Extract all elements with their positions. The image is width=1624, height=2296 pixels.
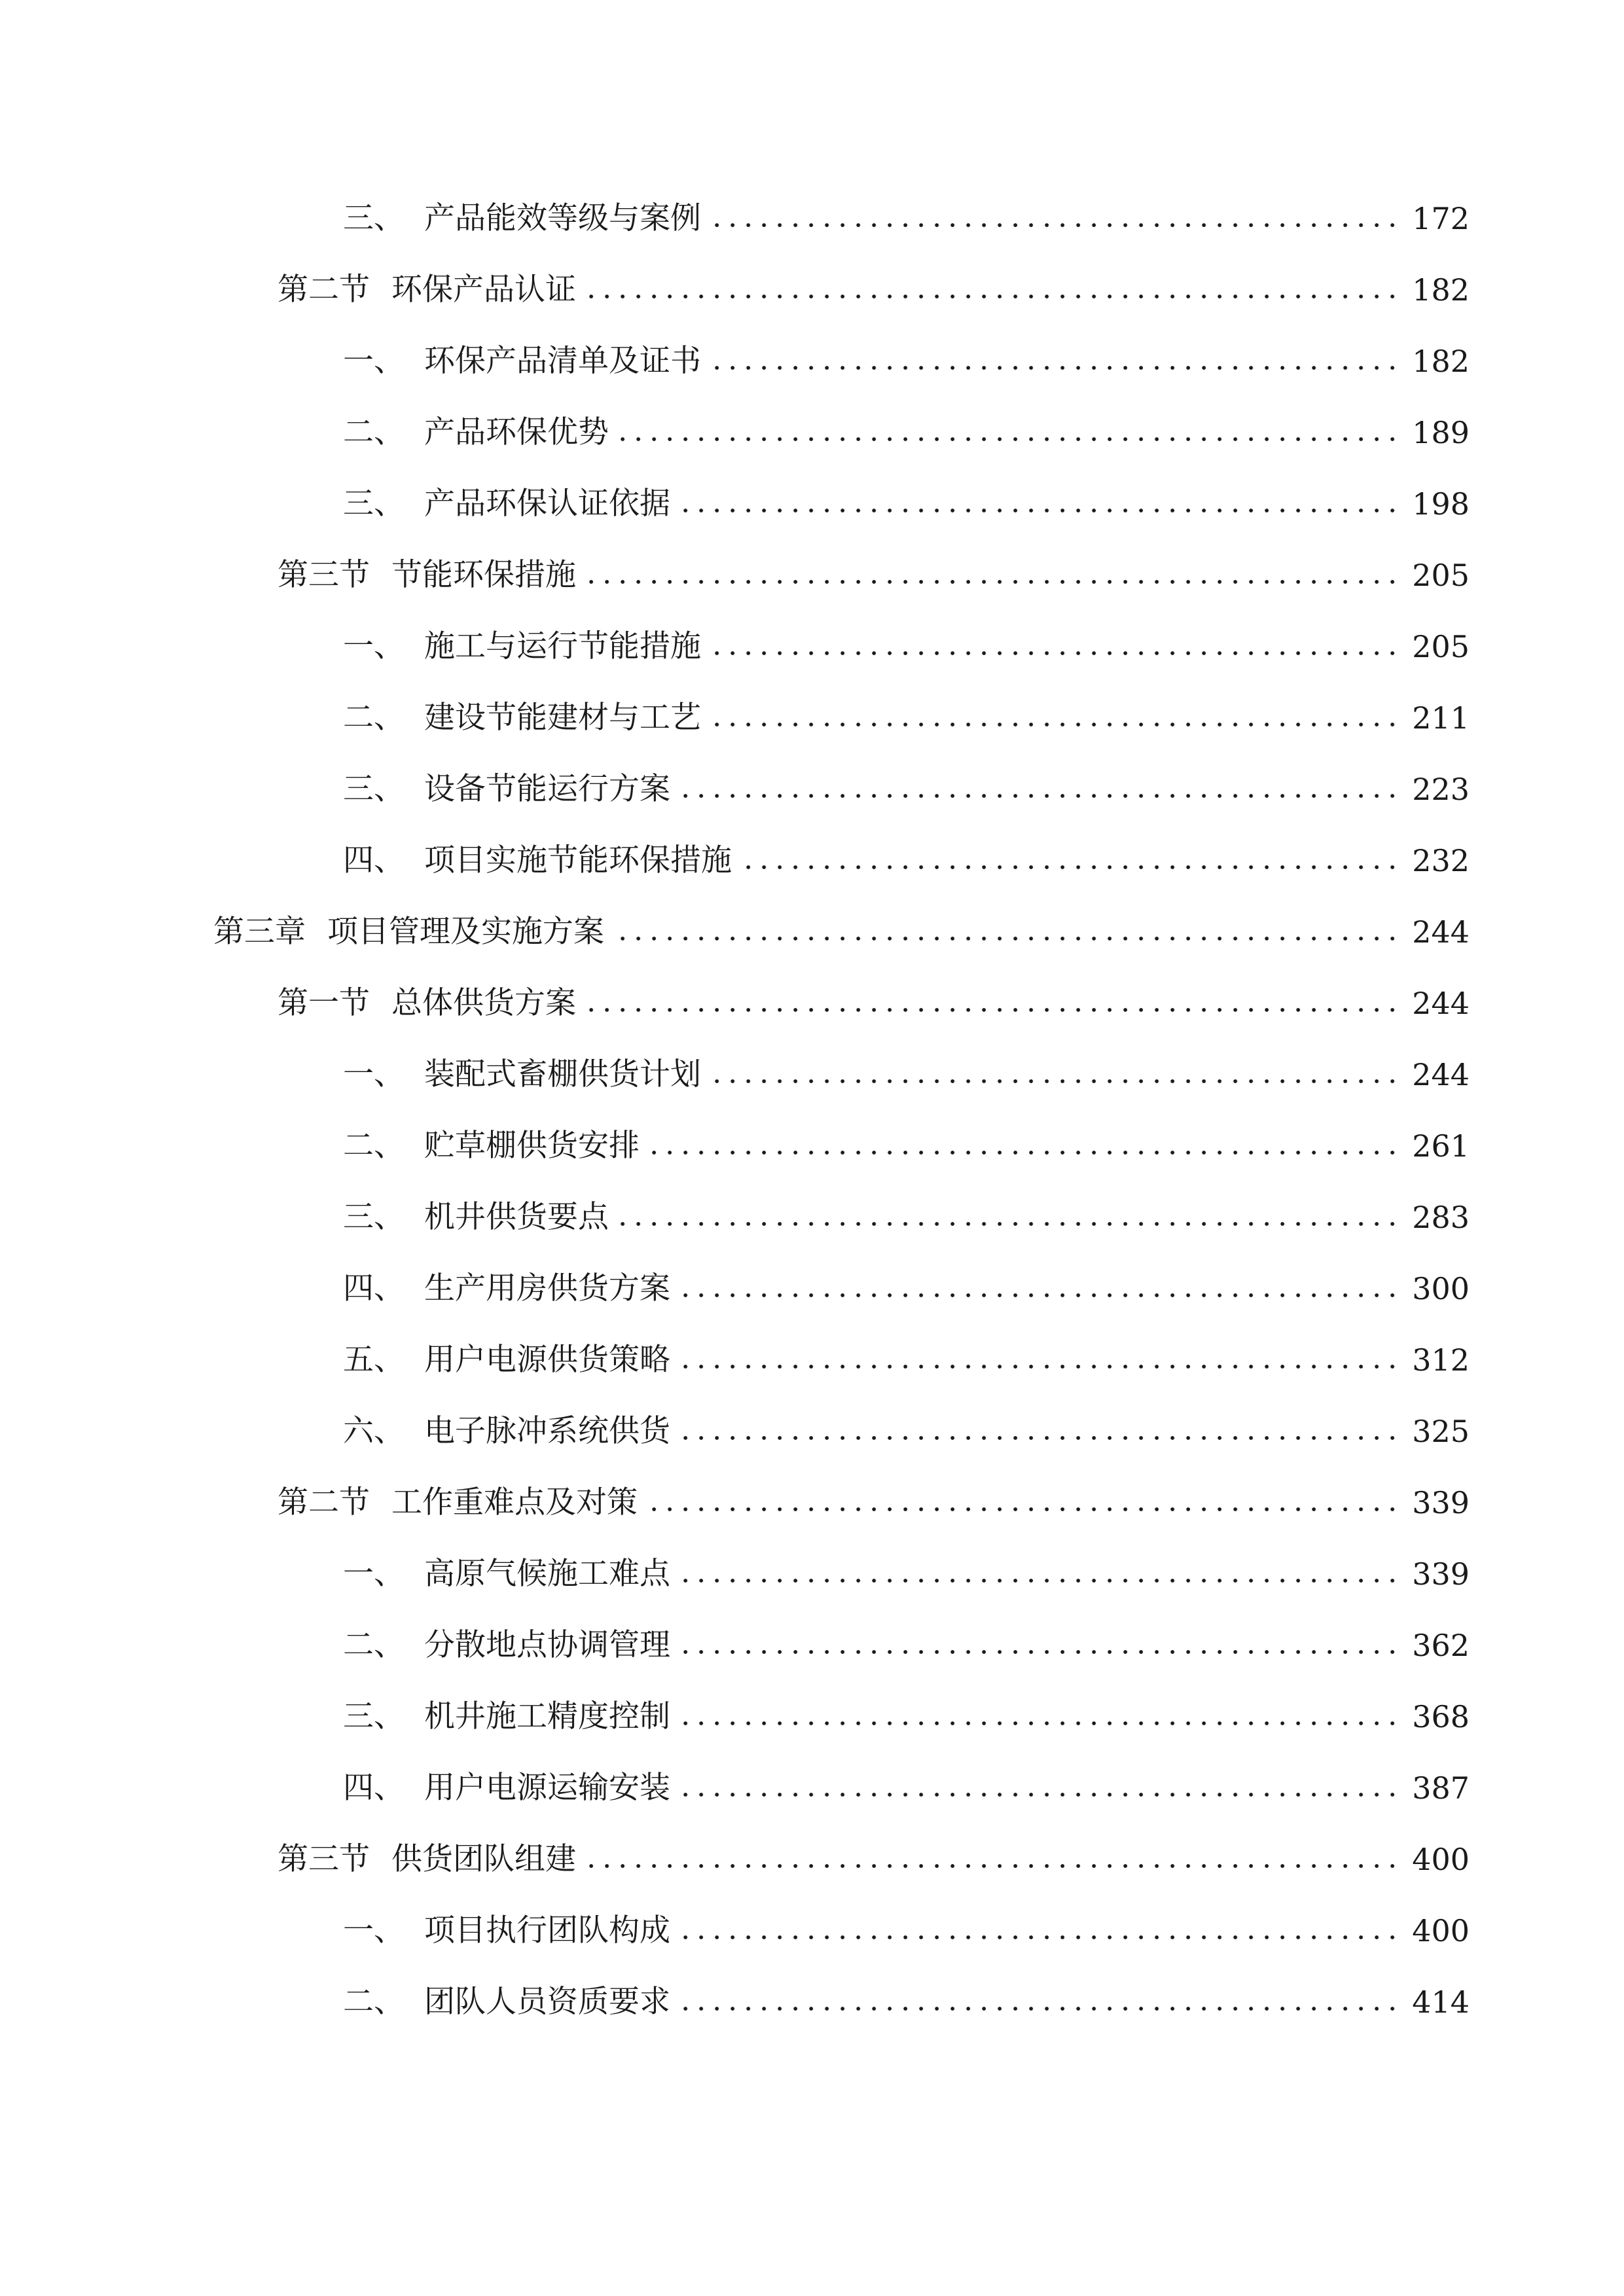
- toc-entry-page: 244: [1412, 986, 1470, 1021]
- toc-entry-title: 项目执行团队构成: [424, 1912, 670, 1948]
- toc-entry-title: 高原气候施工难点: [424, 1556, 670, 1592]
- toc-entry-page: 400: [1412, 1913, 1470, 1948]
- toc-entry-number: 一、: [343, 1912, 405, 1948]
- dot-leader: [679, 791, 1400, 800]
- toc-entry[interactable]: [343, 1691, 1470, 1743]
- toc-entry-number: 二、: [343, 414, 405, 450]
- dot-leader: [679, 1362, 1400, 1371]
- toc-entry[interactable]: [343, 1049, 1470, 1101]
- toc-entry-page: 261: [1412, 1128, 1470, 1164]
- dot-leader: [649, 1148, 1400, 1157]
- dot-leader: [710, 649, 1400, 658]
- toc-entry-title: 机井施工精度控制: [424, 1698, 670, 1734]
- toc-entry-number: 二、: [343, 1984, 405, 2020]
- dot-leader: [613, 934, 1400, 943]
- toc-entry-page: 211: [1412, 700, 1470, 736]
- toc-entry-page: 205: [1412, 558, 1470, 593]
- toc-entry-number: 二、: [343, 1128, 405, 1164]
- toc-entry-page: 244: [1412, 914, 1470, 950]
- toc-entry-title: 环保产品清单及证书: [424, 343, 701, 379]
- toc-entry-title: 项目管理及实施方案: [327, 914, 604, 950]
- dot-leader: [585, 1005, 1400, 1014]
- toc-entry[interactable]: [278, 1833, 1470, 1886]
- dot-leader: [710, 720, 1400, 729]
- toc-entry-page: 189: [1412, 415, 1470, 450]
- toc-entry[interactable]: [343, 1263, 1470, 1315]
- toc-entry-number: 第二节: [278, 1484, 370, 1520]
- dot-leader: [741, 863, 1400, 872]
- toc-entry[interactable]: [343, 620, 1470, 673]
- toc-entry-number: 三、: [343, 486, 405, 522]
- dot-leader: [585, 1861, 1400, 1871]
- toc-entry-number: 四、: [343, 1770, 405, 1806]
- dot-leader: [585, 292, 1400, 301]
- toc-entry[interactable]: [278, 264, 1470, 316]
- dot-leader: [710, 221, 1400, 230]
- toc-entry-title: 项目实施节能环保措施: [424, 842, 732, 878]
- toc-entry-title: 产品环保认证依据: [424, 486, 670, 522]
- toc-entry[interactable]: [343, 1976, 1470, 2028]
- toc-entry-page: 312: [1412, 1342, 1470, 1378]
- toc-entry-title: 设备节能运行方案: [424, 771, 670, 807]
- toc-entry-page: 339: [1412, 1556, 1470, 1592]
- toc-entry-title: 供货团队组建: [391, 1841, 576, 1877]
- dot-leader: [710, 363, 1400, 372]
- toc-entry-title: 总体供货方案: [391, 985, 576, 1021]
- toc-entry-title: 建设节能建材与工艺: [424, 700, 701, 736]
- toc-entry-title: 用户电源供货策略: [424, 1342, 670, 1378]
- toc-entry-title: 施工与运行节能措施: [424, 628, 701, 664]
- toc-entry-title: 生产用房供货方案: [424, 1270, 670, 1306]
- toc-entry[interactable]: [343, 692, 1470, 744]
- toc-entry-number: 第三节: [278, 557, 370, 593]
- toc-entry-title: 环保产品认证: [391, 272, 576, 308]
- dot-leader: [679, 1433, 1400, 1443]
- toc-entry[interactable]: [343, 335, 1470, 387]
- toc-entry-page: 414: [1412, 1984, 1470, 2020]
- toc-entry[interactable]: [343, 1405, 1470, 1458]
- toc-entry[interactable]: [343, 1191, 1470, 1244]
- toc-entry-title: 工作重难点及对策: [391, 1484, 638, 1520]
- toc-entry-number: 二、: [343, 700, 405, 736]
- toc-entry-number: 第一节: [278, 985, 370, 1021]
- toc-entry-number: 六、: [343, 1413, 405, 1449]
- toc-entry[interactable]: [343, 1120, 1470, 1172]
- toc-entry-number: 三、: [343, 771, 405, 807]
- toc-entry[interactable]: [343, 406, 1470, 459]
- toc-entry-title: 产品能效等级与案例: [424, 200, 701, 236]
- toc-entry-page: 400: [1412, 1842, 1470, 1877]
- toc-entry-title: 电子脉冲系统供货: [424, 1413, 670, 1449]
- toc-entry-number: 第三章: [213, 914, 306, 950]
- dot-leader: [585, 577, 1400, 586]
- toc-entry-number: 四、: [343, 1270, 405, 1306]
- toc-entry-number: 二、: [343, 1627, 405, 1663]
- dot-leader: [618, 435, 1400, 444]
- toc-entry-page: 223: [1412, 772, 1470, 807]
- toc-entry[interactable]: [343, 192, 1470, 245]
- toc-entry-title: 团队人员资质要求: [424, 1984, 670, 2020]
- toc-entry[interactable]: [343, 478, 1470, 530]
- toc-entry-number: 四、: [343, 842, 405, 878]
- toc-entry-page: 198: [1412, 486, 1470, 522]
- dot-leader: [679, 506, 1400, 515]
- dot-leader: [679, 1790, 1400, 1799]
- toc-entry-title: 装配式畜棚供货计划: [424, 1056, 701, 1092]
- toc-entry[interactable]: [343, 1334, 1470, 1386]
- dot-leader: [679, 1933, 1400, 1942]
- toc-entry[interactable]: [213, 906, 1470, 958]
- toc-entry[interactable]: [278, 549, 1470, 601]
- toc-entry-page: 182: [1412, 272, 1470, 308]
- toc-entry-page: 232: [1412, 843, 1470, 878]
- toc-entry[interactable]: [343, 834, 1470, 887]
- toc-entry-page: 387: [1412, 1770, 1470, 1806]
- dot-leader: [679, 2004, 1400, 2013]
- toc-entry-title: 用户电源运输安装: [424, 1770, 670, 1806]
- toc-entry-title: 节能环保措施: [391, 557, 576, 593]
- toc-entry-page: 300: [1412, 1271, 1470, 1306]
- toc-entry-number: 一、: [343, 1056, 405, 1092]
- toc-entry-number: 第三节: [278, 1841, 370, 1877]
- toc-entry[interactable]: [343, 763, 1470, 816]
- toc-entry-number: 三、: [343, 1698, 405, 1734]
- toc-entry-number: 三、: [343, 200, 405, 236]
- dot-leader: [679, 1719, 1400, 1728]
- toc-entry-title: 产品环保优势: [424, 414, 609, 450]
- toc-entry-page: 172: [1412, 201, 1470, 236]
- toc-entry-page: 205: [1412, 629, 1470, 664]
- dot-leader: [618, 1219, 1400, 1229]
- toc-entry-number: 五、: [343, 1342, 405, 1378]
- dot-leader: [679, 1576, 1400, 1585]
- toc-entry[interactable]: [343, 1905, 1470, 1957]
- toc-entry-page: 339: [1412, 1485, 1470, 1520]
- dot-leader: [679, 1291, 1400, 1300]
- toc-entry[interactable]: [343, 1548, 1470, 1600]
- toc-entry-page: 244: [1412, 1057, 1470, 1092]
- toc-entry-number: 一、: [343, 1556, 405, 1592]
- toc-entry[interactable]: [278, 977, 1470, 1030]
- toc-entry-page: 283: [1412, 1200, 1470, 1235]
- toc-entry-page: 368: [1412, 1699, 1470, 1734]
- toc-entry-page: 182: [1412, 344, 1470, 379]
- toc-entry-title: 贮草棚供货安排: [424, 1128, 640, 1164]
- toc-entry[interactable]: [343, 1619, 1470, 1672]
- dot-leader: [647, 1505, 1400, 1514]
- toc-entry-page: 362: [1412, 1628, 1470, 1663]
- toc-entry-number: 一、: [343, 628, 405, 664]
- toc-entry-number: 第二节: [278, 272, 370, 308]
- toc-entry-number: 一、: [343, 343, 405, 379]
- toc-entry[interactable]: [343, 1762, 1470, 1814]
- dot-leader: [710, 1077, 1400, 1086]
- toc-entry[interactable]: [278, 1477, 1470, 1529]
- toc-entry-title: 机井供货要点: [424, 1199, 609, 1235]
- toc-entry-page: 325: [1412, 1414, 1470, 1449]
- dot-leader: [679, 1647, 1400, 1657]
- toc-entry-number: 三、: [343, 1199, 405, 1235]
- toc-entry-title: 分散地点协调管理: [424, 1627, 670, 1663]
